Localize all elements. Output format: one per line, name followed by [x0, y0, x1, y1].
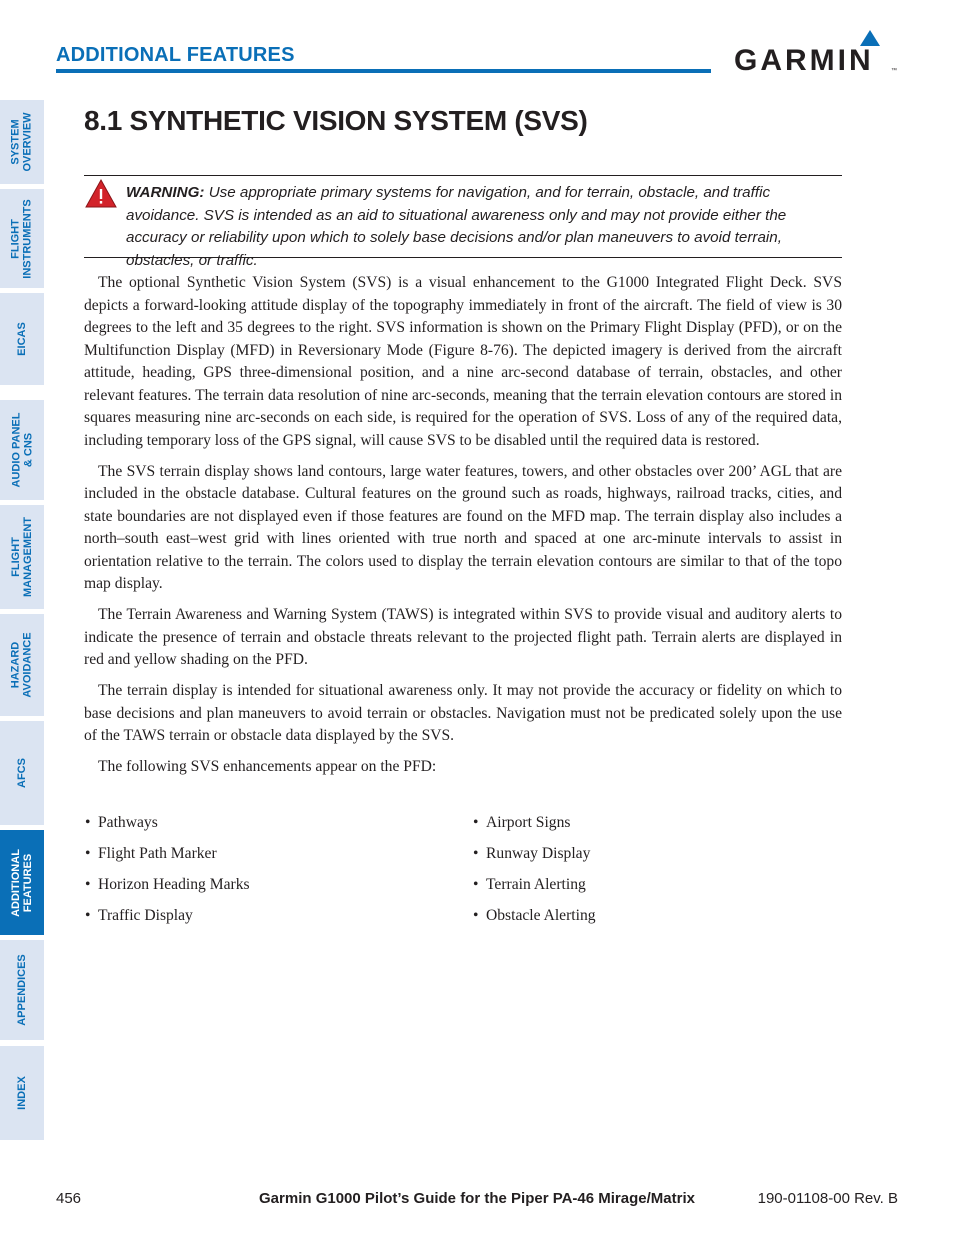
footer-title: Garmin G1000 Pilot’s Guide for the Piper PA-46 Mirage/Matrix [259, 1190, 695, 1207]
side-tab-eicas[interactable] [0, 293, 44, 385]
side-tab-label: HAZARD AVOIDANCE [10, 632, 35, 698]
warning-message: Use appropriate primary systems for navigation, and for terrain, obstacle, and traffic avoidance. SVS is intended as an aid to situational awareness only and may not provide either the accuracy or reliability upon which to solely base decisions and/or plan maneuvers to avoid terrain, obstacles, or traffic. [126, 184, 787, 269]
paragraph: The Terrain Awareness and Warning System (TAWS) is integrated within SVS to provide visual and auditory alerts to indicate the presence of terrain and obstacle threats relevant to the projected flight path. Terrain alerts are displayed in red and yellow shading on the PFD. [84, 606, 842, 668]
side-tab-flight-management[interactable] [0, 505, 44, 609]
list-item: • Runway Display [472, 843, 596, 874]
list-item: • Obstacle Alerting [472, 905, 596, 936]
side-tab-label: APPENDICES [16, 954, 28, 1026]
warning-box [84, 175, 842, 269]
side-tab-label: AUDIO PANEL & CNS [10, 412, 34, 488]
paragraph: The SVS terrain display shows land contours, large water features, towers, and other obstacles over 200’ AGL that are included in the obstacle database. Cultural features on the ground such as roads, highways, railroad tracks, cities, and state boundaries are not displayed even if those features are found on the MFD map. The terrain display also includes a north–south east–west grid with lines oriented with true north and spaced at one arc-minute intervals to assist in orientation relative to the terrain. The colors used to display the terrain elevation contours are similar to that of the topo map display. [84, 462, 842, 592]
side-tab-index[interactable] [0, 1046, 44, 1140]
side-tab-label: SYSTEM OVERVIEW [10, 112, 34, 172]
side-tab-hazard-avoidance[interactable] [0, 614, 44, 716]
paragraph: The optional Synthetic Vision System (SVS) is a visual enhancement to the G1000 Integrated Flight Deck. SVS depicts a forward-looking attitude display of the topography immediately in front of the aircraft. The field of view is 30 degrees to the left and 35 degrees to the right. SVS information is shown on the Primary Flight Display (PFD), or on the Multifunction Display (MFD) in Reversionary Mode (Figure 8-76). The depicted imagery is derived from the aircraft attitude, heading, GPS three-dimensional position, and a nine arc-second database of terrain, obstacles, and other relevant features. The terrain data resolution of nine arc-seconds, meaning that the terrain elevation contours are stored in squares measuring nine arc-seconds on each side, is required for the operation of SVS. Loss of any of the required data, including temporary loss of the GPS signal, will cause SVS to be disabled until the required data is restored. [84, 274, 842, 449]
side-tab-afcs[interactable] [0, 721, 44, 825]
list-item: • Airport Signs [472, 812, 596, 843]
bullet-column-left [84, 812, 250, 936]
list-item: • Pathways [84, 812, 250, 843]
warning-text [126, 182, 842, 272]
garmin-logo [734, 26, 899, 76]
side-tab-flight-instruments[interactable] [0, 189, 44, 288]
list-item: • Terrain Alerting [472, 874, 596, 905]
section-header: ADDITIONAL FEATURES [56, 44, 295, 66]
warning-label: WARNING: [126, 184, 205, 201]
side-tab-label: AFCS [15, 758, 28, 788]
header-rule [56, 69, 711, 73]
side-tab-label: EICAS [16, 322, 28, 356]
list-item: • Traffic Display [84, 905, 250, 936]
list-item: • Horizon Heading Marks [84, 874, 250, 905]
side-tab-appendices[interactable] [0, 940, 44, 1040]
side-tab-label: ADDITIONAL FEATURES [10, 848, 35, 917]
side-tab-label: FLIGHT INSTRUMENTS [10, 198, 35, 279]
logo-tm: ™ [891, 68, 897, 74]
page-number: 456 [56, 1190, 82, 1207]
side-tab-system-overview[interactable] [0, 100, 44, 184]
page-title: 8.1 SYNTHETIC VISION SYSTEM (SVS) [84, 105, 588, 136]
body-text [84, 272, 842, 787]
list-item: • Flight Path Marker [84, 843, 250, 874]
paragraph: The following SVS enhancements appear on the PFD: [98, 758, 437, 775]
side-tab-audio-panel-cns[interactable] [0, 400, 44, 500]
side-tab-additional-features[interactable] [0, 830, 44, 935]
side-tab-label: INDEX [16, 1076, 28, 1110]
document-number: 190-01108-00 Rev. B [757, 1190, 898, 1207]
warning-triangle-icon [84, 178, 118, 210]
side-tab-label: FLIGHT MANAGEMENT [10, 516, 34, 598]
bullet-column-right [472, 812, 596, 936]
logo-text: GARMIN [734, 44, 874, 76]
paragraph: The terrain display is intended for situational awareness only. It may not provide the accuracy or fidelity on which to base decisions and plan maneuvers to avoid terrain or obstacles. Navigation must not be predicated solely upon the use of the TAWS terrain or obstacle data displayed by the SVS. [84, 682, 842, 744]
